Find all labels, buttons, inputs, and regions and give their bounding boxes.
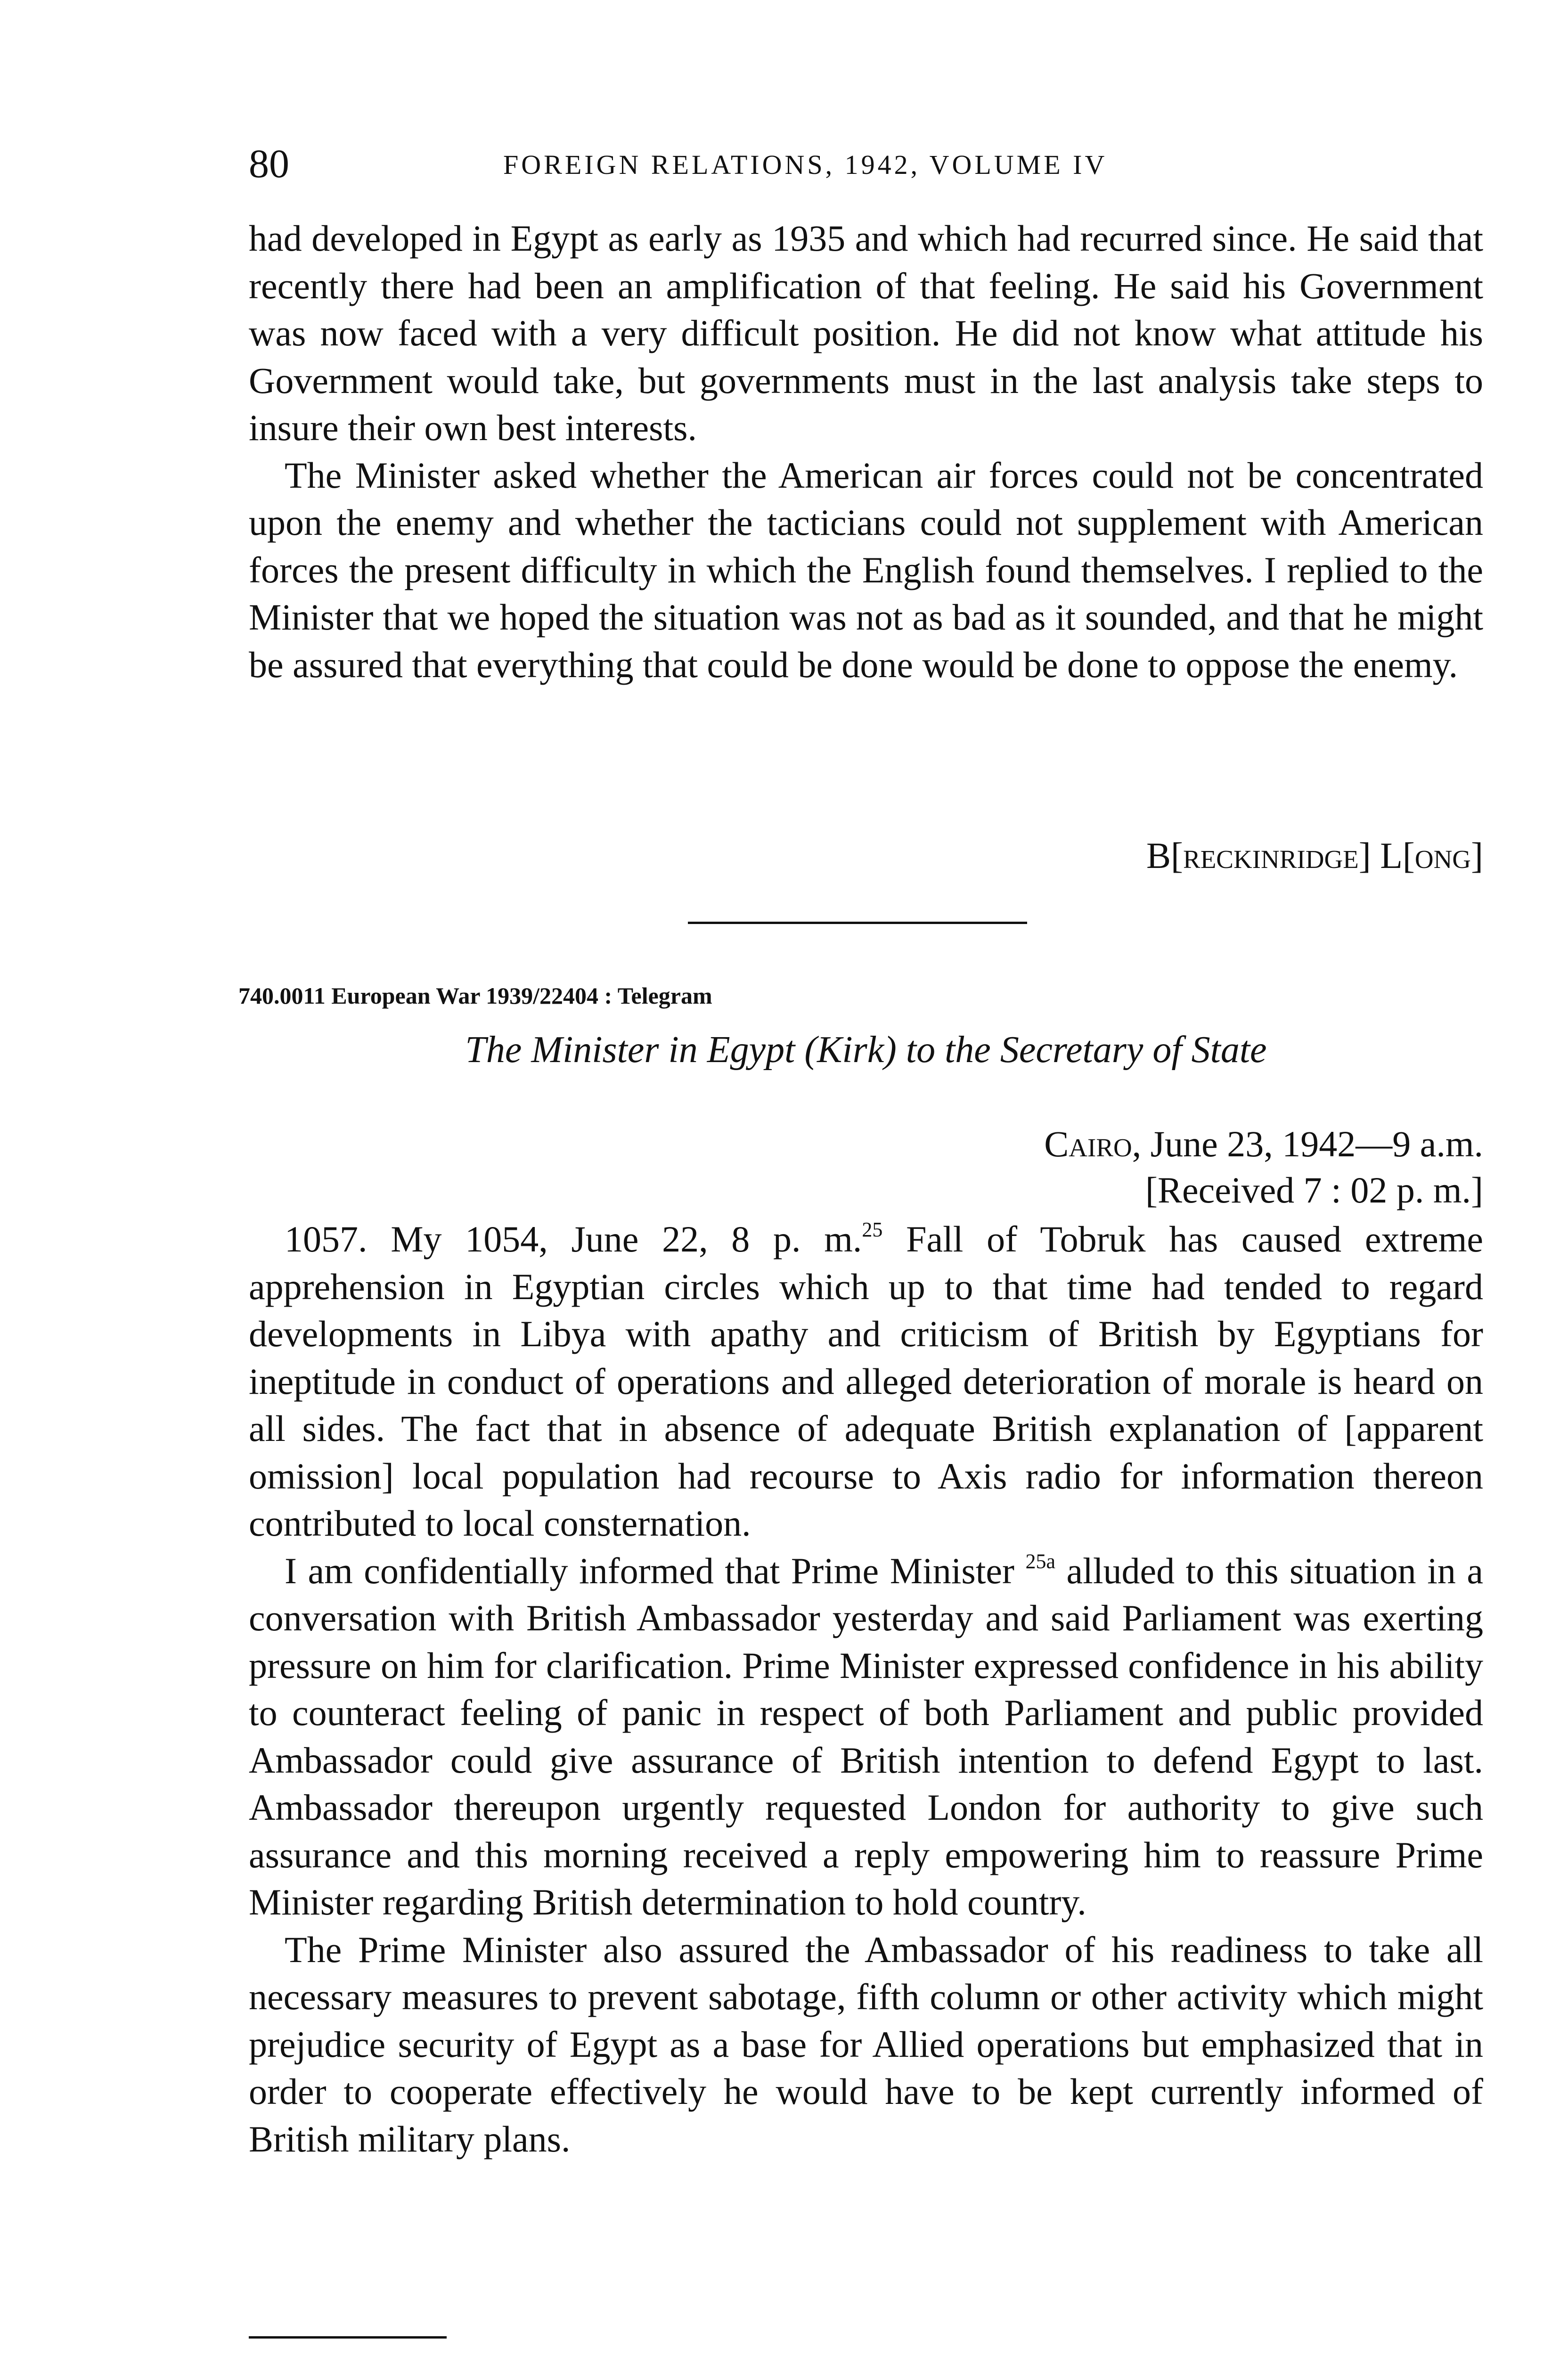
- continued-paragraph: had developed in Egypt as early as 1935 and which had recurred since. He said that recently there had been an amplification of that feeling. He said his Government was now faced with a very difficult position. He did not know what attitude his Government would take, but governments must in the last analysis take steps to insure their own best interests.: [249, 218, 1483, 448]
- footnote-reference: 25a: [1025, 1549, 1056, 1573]
- footnote-reference: 25: [862, 1218, 883, 1241]
- continued-paragraph: The Minister asked whether the American air forces could not be concentrated upon the enemy and whether the tacticians could not supplement with American forces the present difficulty in which the English found themselves. I replied to the Minister that we hoped the situation was not as bad as it sounded, and that he might be assured that everything that could be done would be done to oppose the enemy.: [249, 454, 1483, 685]
- signature: B[reckinridge] L[ong]: [1146, 835, 1483, 876]
- telegram-paragraph: [249, 1547, 1483, 1926]
- document-title: The Minister in Egypt (Kirk) to the Secretary of State: [465, 1029, 1267, 1071]
- page-number: 80: [249, 141, 289, 186]
- section-divider: [688, 922, 1027, 924]
- dateline: [249, 1121, 1483, 1168]
- telegram-paragraph-text: 1057. My 1054, June 22, 8 p. m.: [285, 1219, 862, 1260]
- file-reference: 740.0011 European War 1939/22404 : Telegram: [238, 982, 712, 1009]
- footnote-divider: [249, 2336, 447, 2339]
- telegram-paragraph: [249, 1216, 1483, 1547]
- telegram-paragraph: The Prime Minister also assured the Ambassador of his readiness to take all necessary measures to prevent sabotage, fifth column or other activity which might prejudice security of Egypt as a base for Allied operations but emphasized that in order to cooperate effectively he would have to be kept currently informed of British military plans.: [249, 1929, 1483, 2160]
- received-line: [Received 7 : 02 p. m.]: [1145, 1170, 1483, 1211]
- dateline-place: Cairo: [1044, 1123, 1132, 1164]
- continued-text: [249, 215, 1483, 688]
- dateline-date: , June 23, 1942—9 a.m.: [1132, 1123, 1483, 1164]
- running-title: FOREIGN RELATIONS, 1942, VOLUME IV: [503, 149, 1108, 180]
- running-header: [249, 138, 1483, 189]
- telegram-paragraph-text: Fall of Tobruk has caused extreme apprehension in Egyptian circles which up to that time had tended to regard developments in Libya with apathy and criticism of British by Egyptians for ineptitude in conduct of operations and alleged deterioration of morale is heard on all sides. The fact that in absence of adequate British explanation of [apparent omission] local population had recourse to Axis radio for information thereon contributed to local consternation.: [249, 1219, 1483, 1544]
- telegram-paragraph-text: I am confidentially informed that Prime Minister: [285, 1550, 1026, 1591]
- telegram-paragraph-text: alluded to this situation in a conversation with British Ambassador yesterday and said Parliament was exerting pressure on him for clarification. Prime Minister expressed confidence in his ability to counteract feeling of panic in respect of both Parliament and public provided Ambassador could give assurance of British intention to defend Egypt to last. Ambassador thereupon urgently requested London for authority to give such assurance and this morning received a reply empowering him to reassure Prime Minister regarding British determination to hold country.: [249, 1550, 1483, 1922]
- telegram-body: [249, 1216, 1483, 2163]
